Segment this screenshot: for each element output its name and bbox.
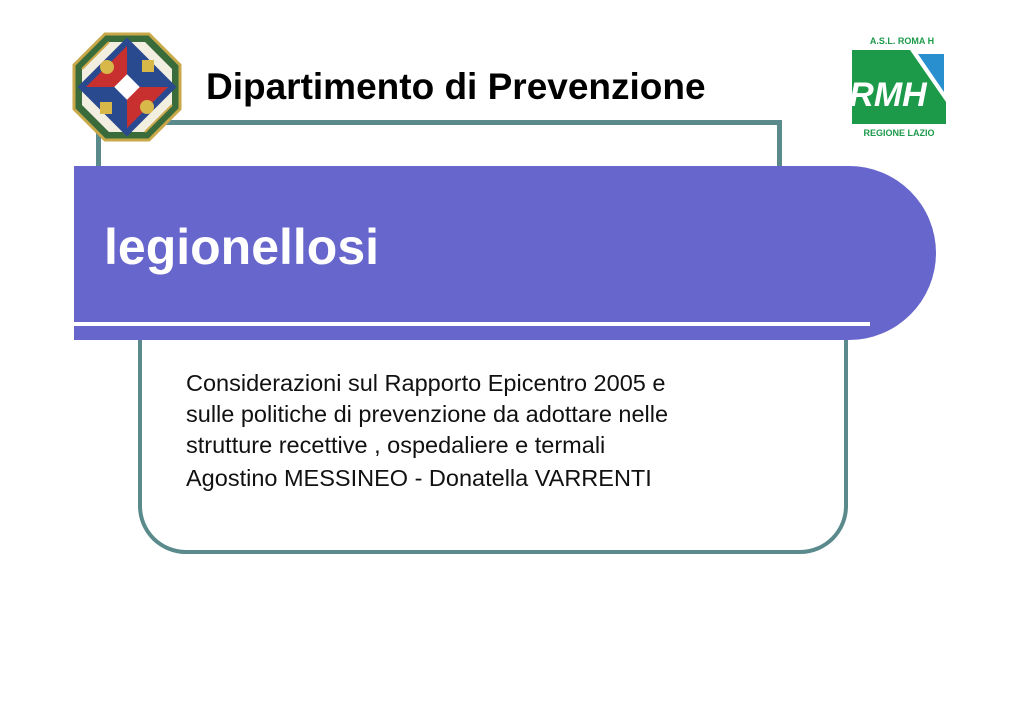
subtitle-line: Considerazioni sul Rapporto Epicentro 2005 e bbox=[186, 370, 666, 396]
department-title: Dipartimento di Prevenzione bbox=[206, 66, 706, 107]
logo-bottom-text: REGIONE LAZIO bbox=[863, 128, 935, 138]
subtitle-line: strutture recettive , ospedaliere e termali bbox=[186, 432, 606, 458]
logo-top-text: A.S.L. ROMA H bbox=[869, 36, 935, 46]
subtitle-block bbox=[186, 368, 826, 494]
logo-mark-text: RMH bbox=[849, 76, 927, 114]
subtitle-line: sulle politiche di prevenzione da adottare nelle bbox=[186, 401, 669, 427]
asl-roma-h-logo bbox=[848, 32, 950, 140]
title-underline bbox=[74, 322, 870, 326]
regione-lazio-coat-of-arms-logo bbox=[72, 32, 182, 142]
slide-title: legionellosi bbox=[104, 219, 380, 275]
authors: Agostino MESSINEO - Donatella VARRENTI bbox=[186, 465, 652, 491]
